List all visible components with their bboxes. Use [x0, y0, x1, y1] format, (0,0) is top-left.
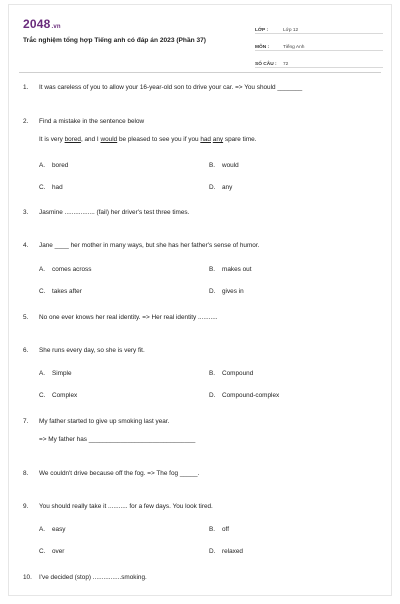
option-b[interactable]: [209, 526, 379, 533]
question-2: [23, 118, 379, 143]
question-3: [23, 209, 379, 216]
question-number: 5.: [23, 314, 29, 321]
option-c[interactable]: [39, 184, 209, 191]
options-9: [39, 518, 379, 562]
question-10: [23, 574, 379, 581]
question-number: 8.: [23, 470, 29, 477]
question-text: We couldn't drive because off the fog. => The fog _____.: [39, 470, 200, 477]
option-text: gives in: [222, 287, 244, 295]
option-letter: B.: [209, 161, 216, 169]
option-letter: D.: [209, 391, 216, 399]
meta-row-subject: [255, 36, 383, 51]
underlined-word: had: [200, 136, 211, 143]
question-7: [23, 418, 379, 443]
option-letter: D.: [209, 287, 216, 295]
option-text: Simple: [52, 369, 72, 377]
question-number: 4.: [23, 242, 29, 249]
question-6: [23, 347, 379, 354]
option-b[interactable]: [209, 266, 379, 273]
worksheet: [8, 4, 392, 596]
underlined-word: bored: [64, 136, 81, 143]
option-letter: A.: [39, 525, 46, 533]
options-4: [39, 258, 379, 302]
question-text: She runs every day, so she is very fit.: [39, 347, 145, 354]
question-text: You should really take it ........... for a few days. You look tired.: [39, 503, 213, 510]
option-text: easy: [52, 525, 66, 533]
option-letter: A.: [39, 161, 46, 169]
option-text: over: [52, 547, 65, 555]
option-text: had: [52, 183, 63, 191]
option-a[interactable]: [39, 162, 209, 169]
sentence-part: It is very: [39, 136, 65, 143]
document-title: Trắc nghiệm tổng hợp Tiếng anh có đáp án 2023 (Phần 37): [23, 37, 206, 44]
sentence-part: spare time.: [223, 136, 257, 143]
question-9: [23, 503, 379, 510]
header-divider: [19, 72, 381, 73]
option-c[interactable]: [39, 288, 209, 295]
question-5: [23, 314, 379, 321]
option-text: comes across: [52, 265, 92, 273]
options-2: [39, 154, 379, 198]
meta-info: [255, 19, 383, 70]
option-letter: C.: [39, 183, 46, 191]
option-text: Complex: [52, 391, 78, 399]
options-6: [39, 362, 379, 406]
worksheet-header: [9, 5, 391, 65]
option-letter: D.: [209, 183, 216, 191]
question-1: [23, 84, 379, 91]
meta-label: MÔN :: [255, 45, 270, 50]
meta-row-class: [255, 19, 383, 34]
underlined-word: would: [100, 136, 118, 143]
option-text: bored: [52, 161, 69, 169]
underlined-word: any: [212, 136, 224, 143]
option-letter: B.: [209, 265, 216, 273]
option-a[interactable]: [39, 526, 209, 533]
option-d[interactable]: [209, 184, 379, 191]
option-letter: B.: [209, 525, 216, 533]
question-text: Find a mistake in the sentence below: [39, 118, 145, 125]
question-sentence: [23, 136, 379, 143]
question-answer-line: => My father has ______________________________: [39, 436, 196, 443]
question-text: It was careless of you to allow your 16-year-old son to drive your car. => You should _______: [39, 84, 303, 91]
question-4: [23, 242, 379, 249]
meta-label: LỚP :: [255, 28, 269, 33]
meta-value: Lớp 12: [283, 28, 299, 33]
option-text: any: [222, 183, 233, 191]
question-number: 6.: [23, 347, 29, 354]
question-number: 2.: [23, 118, 29, 125]
meta-value: Tiếng Anh: [283, 45, 305, 50]
question-number: 1.: [23, 84, 29, 91]
option-d[interactable]: [209, 288, 379, 295]
option-c[interactable]: [39, 392, 209, 399]
option-b[interactable]: [209, 370, 379, 377]
question-text: I've decided (stop) ................smoking.: [39, 574, 147, 581]
option-text: would: [222, 161, 239, 169]
option-letter: C.: [39, 391, 46, 399]
option-a[interactable]: [39, 266, 209, 273]
option-letter: D.: [209, 547, 216, 555]
site-logo[interactable]: [23, 17, 61, 31]
meta-row-count: [255, 53, 383, 68]
option-c[interactable]: [39, 548, 209, 555]
option-d[interactable]: [209, 392, 379, 399]
logo-main: 2048: [23, 17, 51, 31]
option-a[interactable]: [39, 370, 209, 377]
option-letter: B.: [209, 369, 216, 377]
option-text: takes after: [52, 287, 82, 295]
question-text: Jasmine ................. (fail) her driver's test three times.: [39, 209, 190, 216]
option-letter: A.: [39, 369, 46, 377]
sentence-part: be pleased to see you if you: [117, 136, 201, 143]
option-letter: C.: [39, 287, 46, 295]
option-text: Compound-complex: [222, 391, 280, 399]
option-b[interactable]: [209, 162, 379, 169]
option-text: makes out: [222, 265, 252, 273]
question-number: 10.: [23, 574, 32, 581]
logo-suffix: .vn: [51, 24, 61, 30]
meta-value: 72: [283, 62, 289, 67]
question-number: 9.: [23, 503, 29, 510]
option-letter: C.: [39, 547, 46, 555]
question-text: My father started to give up smoking last year.: [39, 418, 170, 425]
question-number: 3.: [23, 209, 29, 216]
meta-label: SỐ CÂU :: [255, 62, 277, 67]
question-8: [23, 470, 379, 477]
question-text: No one ever knows her real identity. => Her real identity ...........: [39, 314, 218, 321]
option-letter: A.: [39, 265, 46, 273]
option-text: relaxed: [222, 547, 243, 555]
sentence-part: , and I: [80, 136, 101, 143]
option-text: off: [222, 525, 229, 533]
option-d[interactable]: [209, 548, 379, 555]
option-text: Compound: [222, 369, 254, 377]
question-number: 7.: [23, 418, 29, 425]
question-text: Jane ____ her mother in many ways, but she has her father's sense of humor.: [39, 242, 260, 249]
